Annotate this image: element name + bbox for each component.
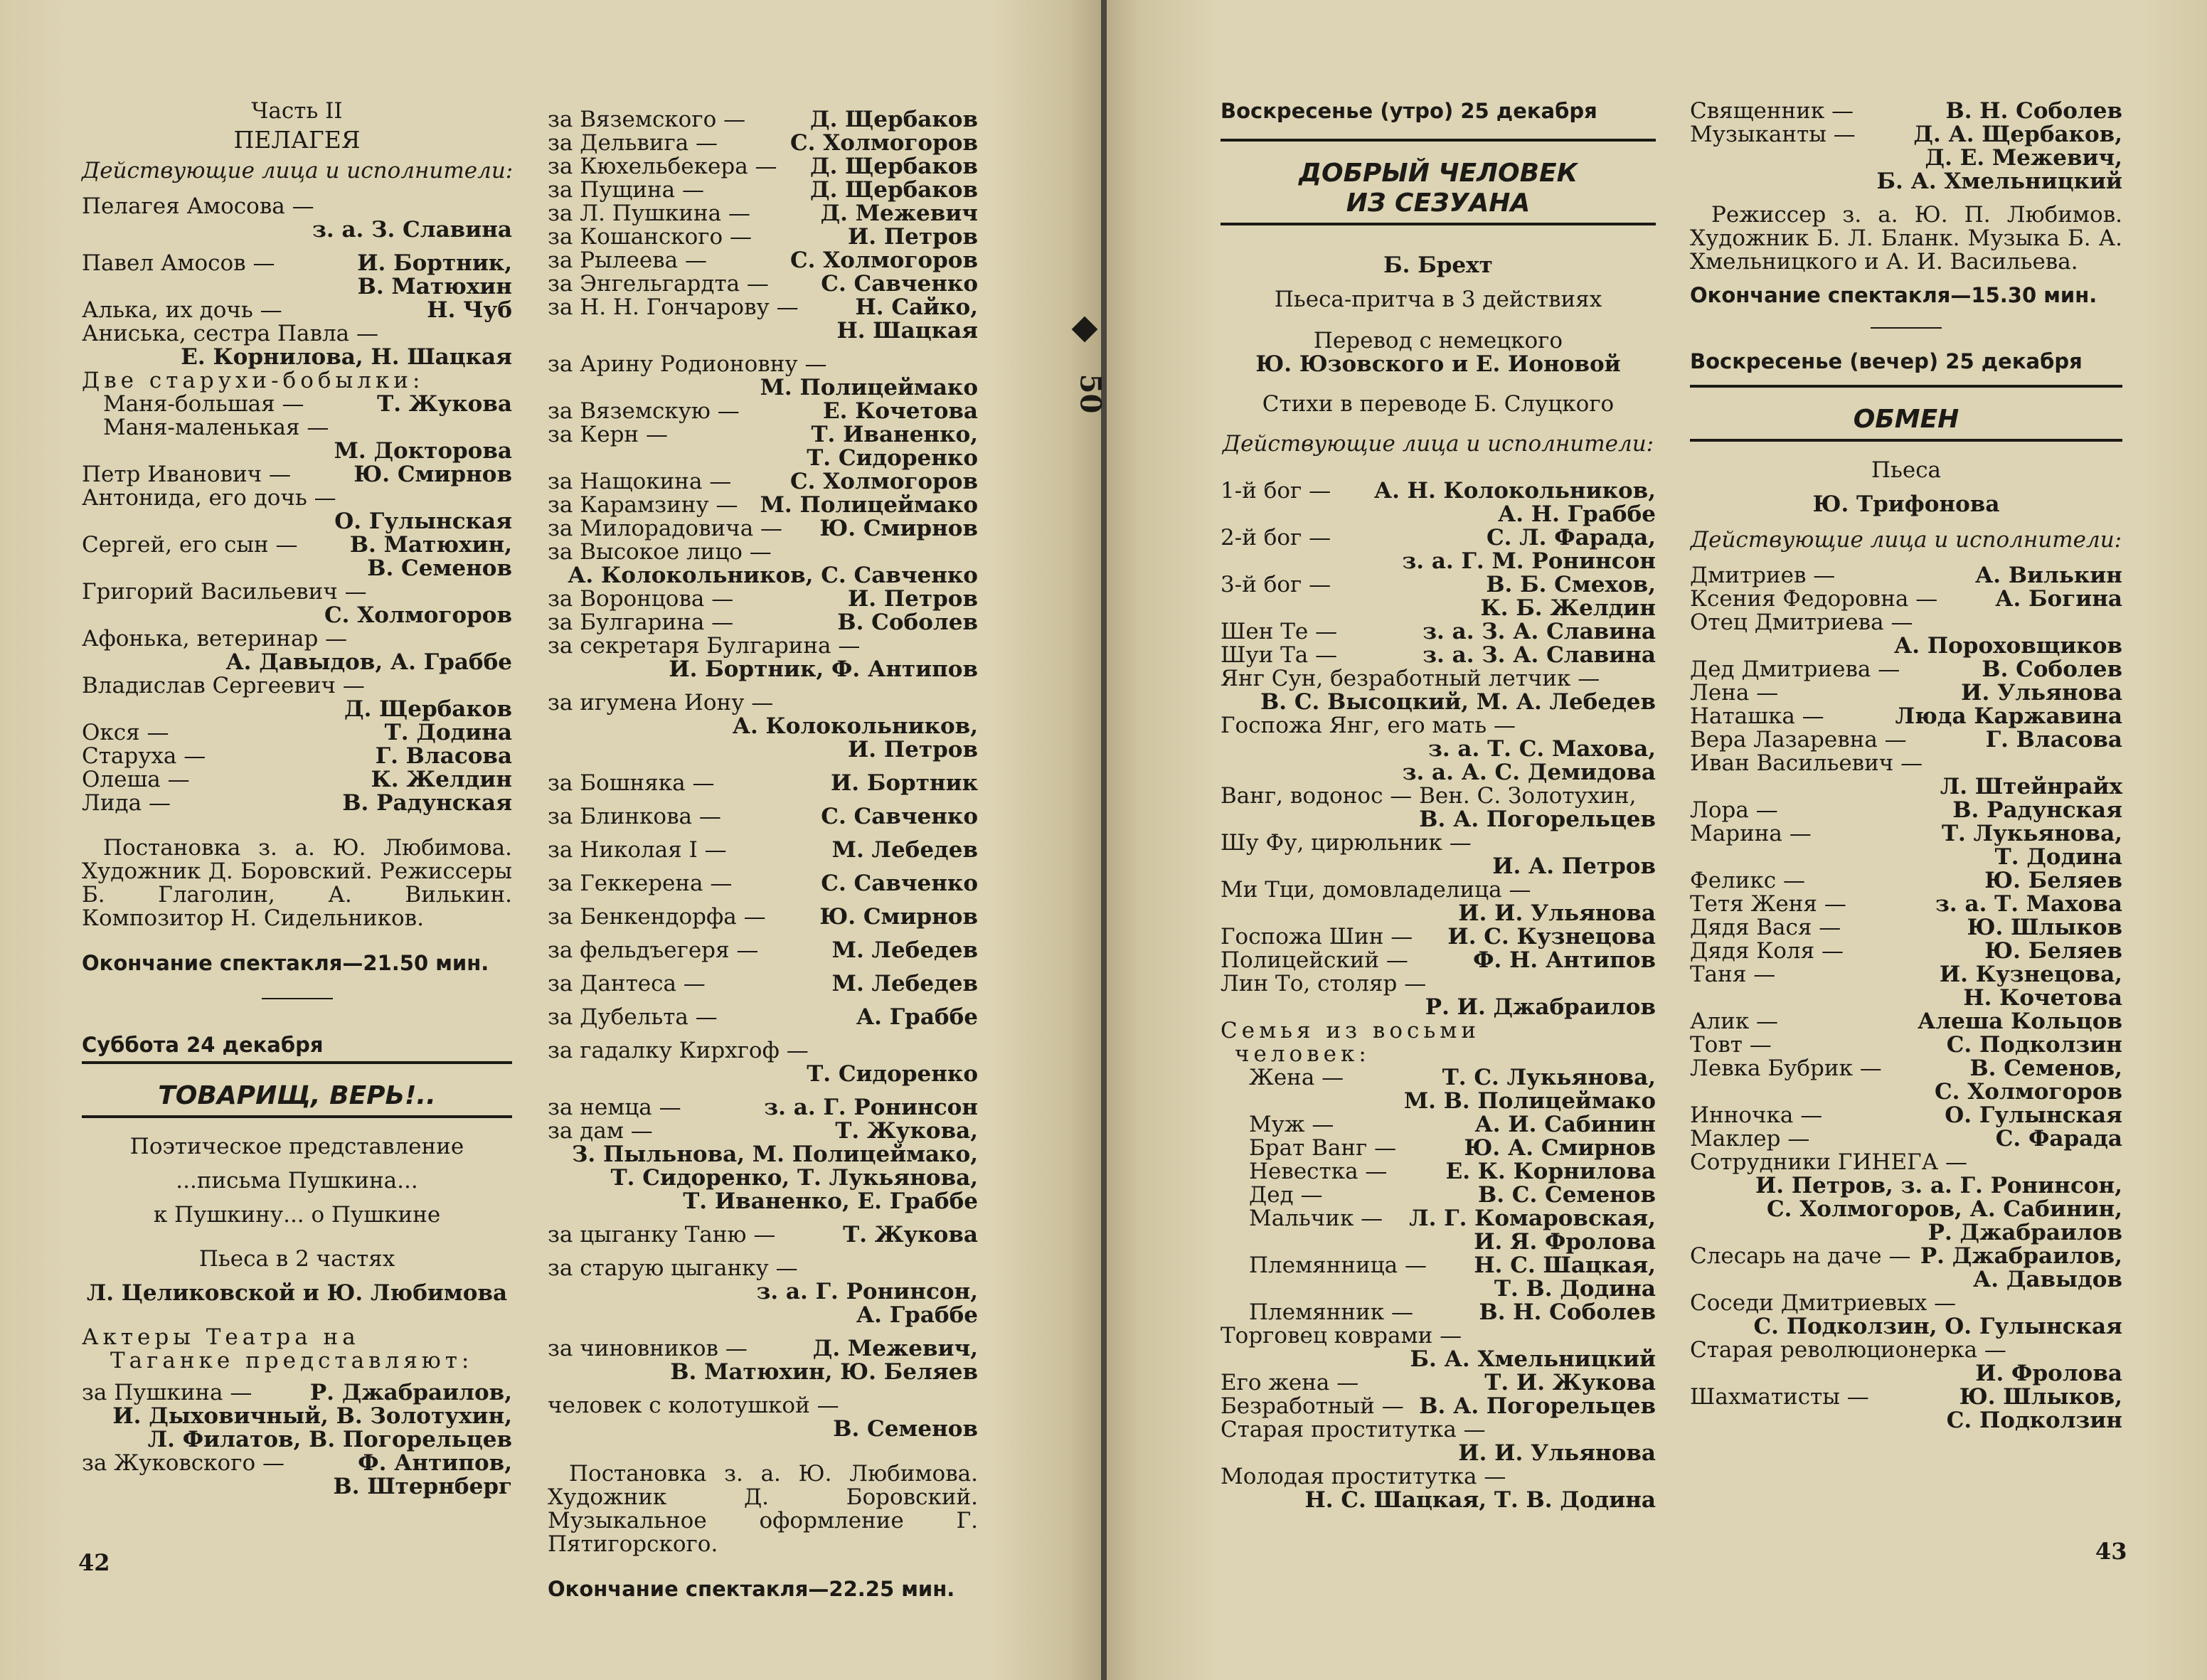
cast-row: Сотрудники ГИНЕГА — [1690,1149,1967,1175]
cast-row: за чиновников — Д. Межевич, [548,1336,978,1361]
cast-row: за Николая I — М. Лебедев [548,837,978,863]
cast-row: Владислав Сергеевич — [82,673,365,698]
cast-row: Маклер — С. Фарада [1690,1126,2122,1152]
cast-row: Алик — Алеша Кольцов [1690,1009,2122,1034]
cast-row: за Дельвига — С. Холмогоров [548,130,978,156]
cast-row: Соседи Дмитриевых — [1690,1290,1957,1316]
cast-row: Ванг, водонос — Вен. С. Золотухин, [1221,783,1637,809]
translation-line: Перевод с немецкого [1313,328,1563,353]
cast-row: Брат Ванг — Ю. А. Смирнов [1249,1135,1656,1161]
cast-actor: С. Подколзин, О. Гулынская [1753,1314,2122,1339]
heading-rule [1221,223,1656,225]
cast-row: Ксения Федоровна — А. Богина [1690,586,2122,612]
cast-heading: Действующие лица и исполнители: [82,158,514,184]
cast-row: Слесарь на даче — Р. Джабраилов, [1690,1243,2122,1269]
cast-row: за секретаря Булгарина — [548,633,861,659]
cast-row: Лин То, столяр — [1221,971,1427,996]
cast-actor: А. Давыдов [1973,1267,2122,1292]
cast-row: Шуи Та — з. а. З. А. Славина [1221,642,1656,668]
cast-row: Дядя Вася — Ю. Шлыков [1690,915,2122,940]
cast-actor: М. Докторова [334,438,512,464]
cast-row: за Блинкова — С. Савченко [548,804,978,829]
cast-actor: Т. Сидоренко [807,445,978,471]
cast-row: Молодая проститутка — [1221,1464,1506,1489]
cast-actor: М. Полицеймако [760,375,978,400]
cast-row: Марина — Т. Лукьянова, [1690,821,2122,846]
cast-row: за Дубельта — А. Граббе [548,1004,978,1030]
cast-actor: з. а. З. Славина [312,217,512,243]
cast-row: Две старухи-бобылки: [82,368,425,393]
cast-row: за цыганку Таню — Т. Жукова [548,1222,978,1248]
cast-actor: С. Холмогоров [324,602,512,628]
cast-row: за Нащокина — С. Холмогоров [548,469,978,494]
cast-row: Невестка — Е. К. Корнилова [1249,1159,1656,1184]
diamond-icon [1072,317,1098,343]
cast-row: Отец Дмитриева — [1690,610,1913,635]
cast-row: за Жуковского — Ф. Антипов, [82,1450,512,1476]
cast-actor: А. Колокольников, С. Савченко [568,563,978,588]
cast-actor: М. В. Полицеймако [1403,1088,1656,1114]
cast-row: Старая революционерка — [1690,1337,2006,1363]
cast-row: Шен Те — з. а. З. А. Славина [1221,619,1656,644]
cast-row: за старую цыганку — [548,1255,798,1281]
cast-row: за Кошанского — И. Петров [548,224,978,250]
cast-row: Семья из восьми [1221,1018,1481,1043]
cast-row: Пелагея Амосова — [82,193,314,219]
cast-row: Аниська, сестра Павла — [82,321,379,346]
author-trifonov: Ю. Трифонова [1812,491,2000,517]
cast-row: за Бошняка — И. Бортник [548,770,978,796]
cast-actor: Т. Иваненко, Е. Граббе [683,1189,978,1214]
left-column-2 [548,108,978,1601]
cast-actor: з. а. Г. М. Ронинсон [1402,548,1656,574]
cast-row: Племянница — Н. С. Шацкая, [1249,1253,1656,1278]
date-saturday: Суббота 24 декабря [82,1033,324,1057]
cast-row: Маня-маленькая — [103,415,329,440]
heading-rule [82,1061,512,1064]
cast-row: Товт — С. Подколзин [1690,1032,2122,1058]
cast-heading: Действующие лица и исполнители: [1222,431,1654,457]
play-title-pelageya: ПЕЛАГЕЯ [233,126,361,154]
cast-actor: з. а. Г. Ронинсон, [756,1279,978,1304]
cast-row: за гадалку Кирхгоф — [548,1038,809,1063]
cast-actor: И. Петров [848,737,978,762]
folio-number: 50 [1073,373,1107,414]
genre-line: к Пушкину... о Пушкине [153,1202,441,1228]
end-time-pelageya: Окончание спектакля—21.50 мин. [82,951,489,975]
end-time-brecht: Окончание спектакля—15.30 мин. [1690,283,2097,307]
cast-row: Муж — А. И. Сабинин [1249,1112,1656,1137]
cast-row: Сергей, его сын — В. Матюхин, [82,532,512,558]
actors-intro: Таганке представляют: [110,1348,474,1373]
cast-row: за Керн — Т. Иваненко, [548,422,978,447]
genre-line: ...письма Пушкина... [176,1168,418,1193]
cast-row: Павел Амосов — И. Бортник, [82,250,512,276]
cast-row: за Пушкина — Р. Джабраилов, [82,1380,512,1405]
cast-row: Жена — Т. С. Лукьянова, [1249,1065,1656,1090]
date-sunday-evening: Воскресенье (вечер) 25 декабря [1690,349,2083,373]
cast-row: за Милорадовича — Ю. Смирнов [548,516,978,541]
cast-actor: И. Петров, з. а. Г. Ронинсон, [1755,1173,2122,1198]
cast-actor: В. Семенов [367,555,512,581]
play-title-tovarishch: ТОВАРИЩ, ВЕРЬ!.. [158,1081,436,1110]
cast-row: за Пущина — Д. Щербаков [548,177,978,203]
end-time-tovarishch: Окончание спектакля—22.25 мин. [548,1577,955,1601]
right-column-1 [1221,100,1656,1512]
cast-row: Олеша — К. Желдин [82,767,512,792]
cast-actor: Н. Шацкая [836,318,978,344]
cast-actor: С. Подколзин [1946,1408,2122,1433]
genre-line: Поэтическое представление [129,1134,464,1159]
cast-actor: С. Холмогоров [1934,1079,2122,1105]
cast-actor: В. Семенов [833,1416,978,1442]
cast-actor: Н. Кочетова [1963,985,2122,1011]
cast-actor: О. Гулынская [334,509,512,534]
credits-brecht: Режиссер з. а. Ю. П. Любимов. Художник Б. Л. Бланк. Музыка Б. А. Хмельницкого и А. И. Васильева. [1690,202,2122,275]
cast-row: Лена — И. Ульянова [1690,680,2122,706]
cast-actor: А. Давыдов, А. Граббе [225,649,512,675]
cast-row: Его жена — Т. И. Жукова [1221,1370,1656,1395]
book-gutter [1101,0,1107,1680]
cast-row: Ми Тци, домовладелица — [1221,877,1531,903]
cast-row: Дед — В. С. Семенов [1249,1182,1656,1208]
cast-row: за Бенкендорфа — Ю. Смирнов [548,904,978,930]
cast-row: за Арину Родионовну — [548,351,827,377]
cast-actor: В. Матюхин, Ю. Беляев [670,1359,978,1385]
right-page [1107,0,2207,1680]
verse-translator: Стихи в переводе Б. Слуцкого [1262,391,1615,417]
author-brecht: Б. Брехт [1383,252,1493,278]
credits-pelageya: Постановка з. а. Ю. Любимова. Художник Д. Боровский. Режиссеры Б. Глаголин, А. Вилькин. Композитор Н. Сидельников. [82,835,512,931]
cast-actor: Р. Джабраилов [1927,1220,2122,1245]
cast-actor: Т. Сидоренко [807,1061,978,1087]
cast-actor: Д. Щербаков [344,696,512,722]
cast-row: Госпожа Шин — И. С. Кузнецова [1221,924,1656,950]
genre-parts: Пьеса в 2 частях [198,1246,395,1272]
cast-actor: И. Дыховичный, В. Золотухин, [112,1403,512,1429]
translators: Ю. Юзовского и Е. Ионовой [1255,351,1621,377]
cast-row: Окся — Т. Додина [82,720,512,745]
cast-row: за Высокое лицо — [548,539,772,565]
cast-actor: З. Пыльнова, М. Полицеймако, [572,1142,978,1167]
cast-row: Шахматисты — Ю. Шлыков, [1690,1384,2122,1410]
heading-rule [82,1115,512,1118]
cast-actor: Л. Штейнрайх [1940,774,2122,799]
cast-actor: В. А. Погорельцев [1419,807,1656,832]
cast-actor: И. Бортник, Ф. Антипов [669,656,978,682]
cast-row: Лида — В. Радунская [82,790,512,816]
cast-row: Григорий Васильевич — [82,579,367,605]
cast-row: Инночка — О. Гулынская [1690,1102,2122,1128]
cast-row: Торговец коврами — [1221,1323,1462,1349]
cast-row: за фельдъегеря — М. Лебедев [548,937,978,963]
cast-row: за игумена Иону — [548,690,774,716]
cast-row: Священник — В. Н. Соболев [1690,98,2122,124]
folio-marker [1070,313,1107,420]
cast-row: Дядя Коля — Ю. Беляев [1690,938,2122,964]
cast-actor: А. Пороховщиков [1894,633,2122,659]
cast-actor: Д. Е. Межевич, [1925,145,2122,171]
cast-actor: И. И. Ульянова [1458,1440,1656,1466]
cast-row: 2-й бог — С. Л. Фарада, [1221,525,1656,551]
cast-row: Антонида, его дочь — [82,485,336,511]
cast-actor: В. Матюхин [357,274,512,299]
cast-row: Таня — И. Кузнецова, [1690,962,2122,987]
cast-row: за Геккерена — С. Савченко [548,871,978,896]
cast-row: Полицейский — Ф. Н. Антипов [1221,947,1656,973]
cast-row: 3-й бог — В. Б. Смехов, [1221,572,1656,597]
cast-actor: Т. Сидоренко, Т. Лукьянова, [610,1165,978,1191]
authors-line: Л. Целиковской и Ю. Любимова [86,1280,508,1306]
cast-row: за Вяземскую — Е. Кочетова [548,398,978,424]
cast-list-pelageya [82,195,512,815]
cast-row: 1-й бог — А. Н. Колокольников, [1221,478,1656,504]
cast-actor: Л. Филатов, В. Погорельцев [147,1427,512,1452]
cast-row: Племянник — В. Н. Соболев [1249,1299,1656,1325]
cast-row: Тетя Женя — з. а. Т. Махова [1690,891,2122,917]
heading-rule [1221,139,1656,142]
left-page [0,0,1101,1680]
cast-row: за дам — Т. Жукова, [548,1118,978,1144]
cast-row: Наташка — Люда Каржавина [1690,703,2122,729]
cast-row: за Карамзину — М. Полицеймако [548,492,978,518]
cast-row: за Л. Пушкина — Д. Межевич [548,201,978,226]
separator-rule [1871,327,1942,329]
cast-actor: А. Н. Граббе [1498,501,1656,527]
cast-actor: А. Колокольников, [732,713,978,739]
cast-row: Лора — В. Радунская [1690,797,2122,823]
cast-actor: Р. И. Джабраилов [1425,994,1656,1020]
cast-row: Госпожа Янг, его мать — [1221,713,1516,738]
cast-actor: И. Фролова [1975,1361,2122,1386]
cast-actor: Б. А. Хмельницкий [1876,169,2122,194]
cast-row: Петр Иванович — Ю. Смирнов [82,462,512,487]
cast-actor: з. а. Т. С. Махова, [1428,736,1656,762]
play-title-obmen: ОБМЕН [1853,405,1959,434]
cast-actor: И. Я. Фролова [1474,1229,1656,1255]
left-column-1 [82,100,512,1499]
page-number-left: 42 [78,1549,110,1576]
credits-tovarishch: Постановка з. а. Ю. Любимова. Художник Д. Боровский. Музыкальное оформление Г. Пятигорского. [548,1461,978,1557]
cast-heading: Действующие лица и исполнители: [1690,527,2122,553]
cast-row: Феликс — Ю. Беляев [1690,868,2122,893]
cast-row: Старая проститутка — [1221,1417,1486,1442]
cast-row: за Дантеса — М. Лебедев [548,971,978,996]
cast-row: Вера Лазаревна — Г. Власова [1690,727,2122,753]
cast-actor: Е. Корнилова, Н. Шацкая [181,344,512,370]
cast-actor: В. С. Высоцкий, М. А. Лебедев [1260,689,1656,715]
cast-actor: К. Б. Желдин [1480,595,1656,621]
cast-row: Старуха — Г. Власова [82,743,512,769]
cast-row: Дмитриев — А. Вилькин [1690,563,2122,588]
page-number-right: 43 [2095,1538,2127,1565]
cast-row: за Булгарина — В. Соболев [548,610,978,635]
cast-row: Музыканты — Д. А. Щербаков, [1690,122,2122,147]
genre-line: Пьеса [1871,457,1942,483]
cast-row: за Вяземского — Д. Щербаков [548,107,978,132]
actors-intro: Актеры Театра на [82,1324,360,1350]
cast-row: Шу Фу, цирюльник — [1221,830,1472,856]
play-title-line: ДОБРЫЙ ЧЕЛОВЕК [1298,159,1578,188]
cast-row: Безработный — В. А. Погорельцев [1221,1393,1656,1419]
cast-row: Маня-большая — Т. Жукова [103,391,512,417]
date-sunday-morning: Воскресенье (утро) 25 декабря [1221,99,1597,123]
cast-row: человек: [1235,1041,1371,1067]
cast-row: Алька, их дочь — Н. Чуб [82,297,512,323]
cast-actor: Т. Додина [1994,844,2122,870]
cast-row: Дед Дмитриева — В. Соболев [1690,656,2122,682]
cast-row: за Энгельгардта — С. Савченко [548,271,978,297]
cast-row: Мальчик — Л. Г. Комаровская, [1249,1206,1656,1231]
heading-rule [1690,385,2122,388]
heading-rule [1690,439,2122,442]
cast-row: за Н. Н. Гончарову — Н. Сайко, [548,294,978,320]
cast-row: человек с колотушкой — [548,1393,839,1418]
cast-row: за Воронцова — И. Петров [548,586,978,612]
cast-actor: И. А. Петров [1492,854,1656,879]
cast-row: за немца — з. а. Г. Ронинсон [548,1095,978,1120]
cast-actor: И. И. Ульянова [1458,900,1656,926]
cast-actor: В. Штернберг [333,1474,512,1499]
cast-row: Левка Бубрик — В. Семенов, [1690,1056,2122,1081]
cast-actor: Б. А. Хмельницкий [1410,1346,1656,1372]
cast-row: Янг Сун, безработный летчик — [1221,666,1600,691]
separator-rule [262,998,333,999]
right-column-2 [1690,100,2122,1432]
cast-actor: С. Холмогоров, А. Сабинин, [1766,1196,2122,1222]
play-title-line: ИЗ СЕЗУАНА [1346,188,1531,218]
cast-actor: А. Граббе [856,1302,978,1328]
cast-actor: Н. С. Шацкая, Т. В. Додина [1304,1487,1656,1513]
genre-line: Пьеса-притча в 3 действиях [1274,287,1602,312]
cast-row: за Кюхельбекера — Д. Щербаков [548,154,978,179]
cast-actor: Т. В. Додина [1494,1276,1656,1302]
cast-row: за Рылеева — С. Холмогоров [548,248,978,273]
cast-row: Афонька, ветеринар — [82,626,348,652]
cast-actor: з. а. А. С. Демидова [1402,760,1656,785]
part-label: Часть II [251,98,343,124]
cast-row: Иван Васильевич — [1690,750,1923,776]
